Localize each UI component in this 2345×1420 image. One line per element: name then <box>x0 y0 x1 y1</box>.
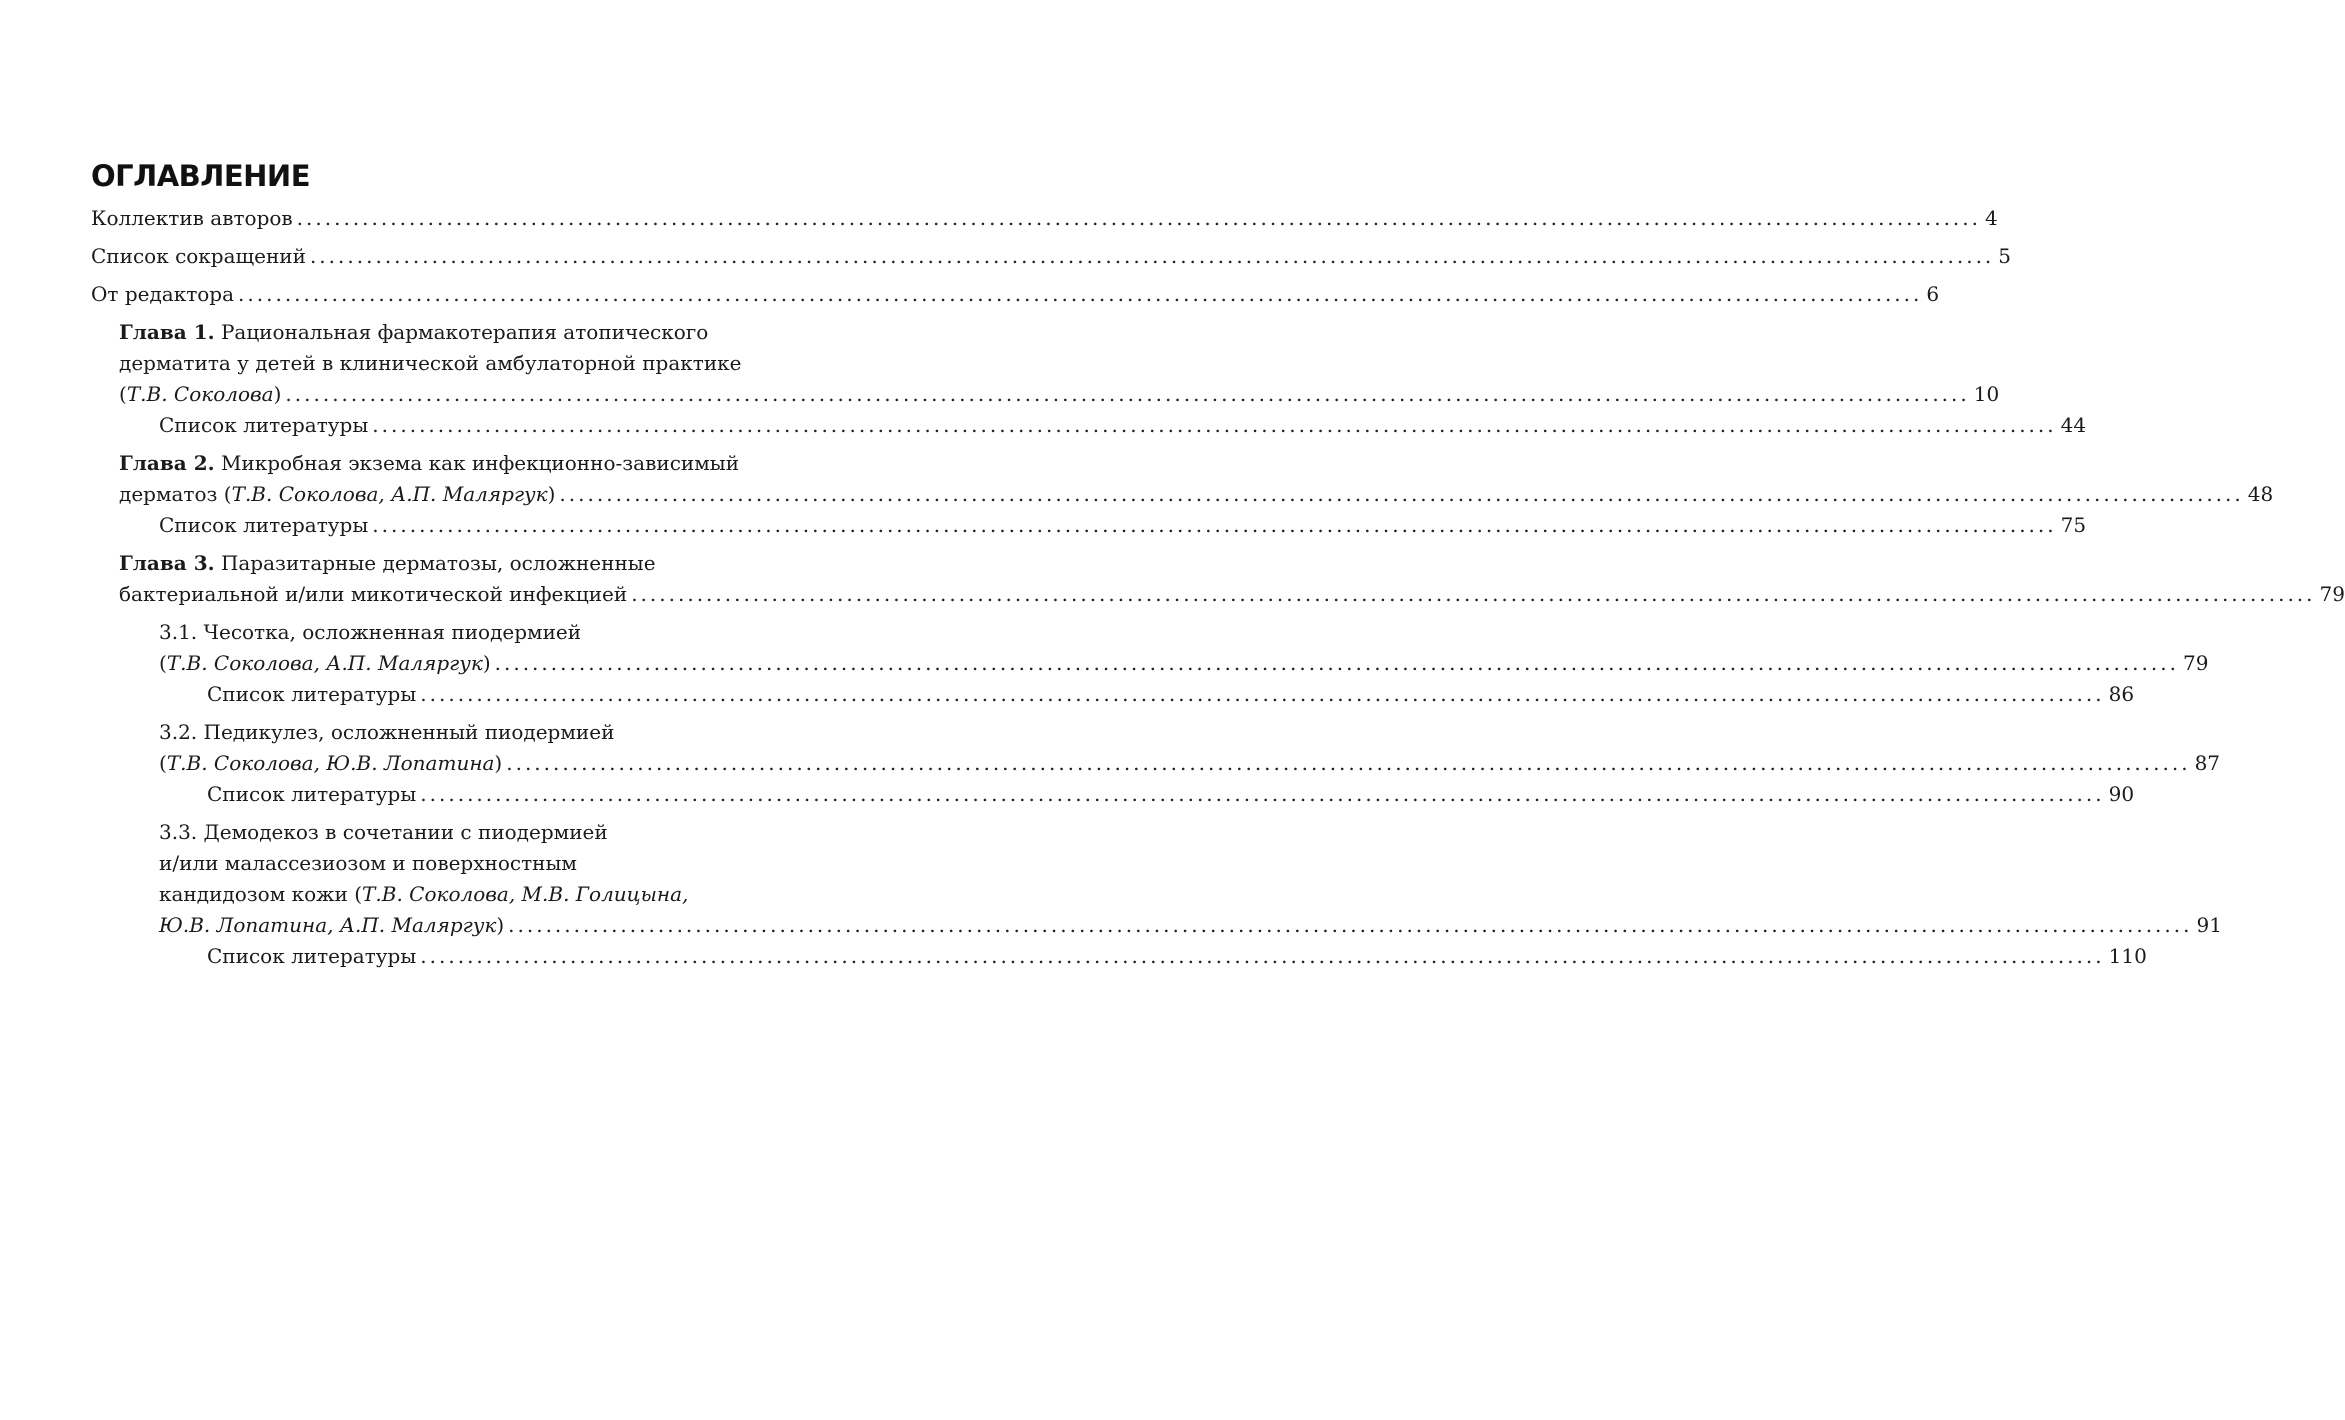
chapter-number: Глава 1. <box>119 320 215 344</box>
entry-label: Список литературы <box>207 682 417 706</box>
entry-label: Список литературы <box>207 782 417 806</box>
section-authors: Т.В. Соколова, Ю.В. Лопатина <box>166 751 495 775</box>
entry-label: От редактора <box>91 282 235 306</box>
entry-label: Список литературы <box>207 944 417 968</box>
toc-entry-section-3-1-references[interactable] <box>91 679 2135 710</box>
dot-leader: .................................................................................................................................................................................... <box>494 651 2179 675</box>
toc-entry-section-3-3[interactable]: 3.3. Демодекоз в сочетании с пиодермией и/или малассезиозом и поверхностным кандидозом кожи (Т.В. Соколова, М.В. Голицына, Ю.В. Лопатина, А.П. Маляргук) .................................................................................................................................................................................... 91 <box>91 817 909 941</box>
page-number: 86 <box>2108 682 2135 706</box>
page-number: 91 <box>2196 913 2222 937</box>
chapter-number: Глава 2. <box>119 451 215 475</box>
dot-leader: .................................................................................................................................................................................... <box>559 482 2244 506</box>
entry-label: Коллектив авторов <box>91 206 293 230</box>
chapter-authors: Т.В. Соколова, А.П. Маляргук <box>231 482 548 506</box>
entry-label: Список литературы <box>159 413 369 437</box>
section-authors: Т.В. Соколова, А.П. Маляргук <box>166 651 483 675</box>
toc-entry-chapter-3[interactable] <box>91 548 2345 610</box>
page-number: 5 <box>1998 244 2012 268</box>
dot-leader: .................................................................................................................................................................................... <box>508 913 2193 937</box>
dot-leader: .................................................................................................................................................................................... <box>309 244 1995 268</box>
section-authors: Ю.В. Лопатина, А.П. Маляргук <box>159 913 497 937</box>
entry-label: Список литературы <box>159 513 369 537</box>
toc-entry-section-3-2[interactable]: 3.2. Педикулез, осложненный пиодермией (Т.В. Соколова, Ю.В. Лопатина) .................................................................................................................................................................................... 87 <box>91 717 909 779</box>
toc-entry-chapter-1[interactable]: Глава 1. Рациональная фармакотерапия атопического дерматита у детей в клинической амбулаторной практике (Т.В. Соколова) .................................................................................................................................................................................... 10 <box>91 317 909 410</box>
page-number: 110 <box>2108 944 2147 968</box>
chapter-number: Глава 3. <box>119 551 215 575</box>
dot-leader: .................................................................................................................................................................................... <box>506 751 2191 775</box>
page-title: ОГЛАВЛЕНИЕ <box>91 159 311 193</box>
page-number: 44 <box>2060 413 2087 437</box>
page-number: 87 <box>2194 751 2221 775</box>
chapter-title-line: бактериальной и/или микотической инфекцией <box>119 582 628 606</box>
dot-leader: .................................................................................................................................................................................... <box>420 782 2105 806</box>
page-number: 4 <box>1985 206 1998 230</box>
chapter-title-line: Микробная экзема как инфекционно-зависимый <box>220 451 740 475</box>
toc-entry-chapter-2[interactable]: Глава 2. Микробная экзема как инфекционно-зависимый дерматоз (Т.В. Соколова, А.П. Маляргук) .................................................................................................................................................................................... 48 <box>91 448 909 510</box>
dot-leader: .................................................................................................................................................................................... <box>631 582 2316 606</box>
dot-leader: .................................................................................................................................................................................... <box>372 513 2057 537</box>
entry-label: Список сокращений <box>91 244 306 268</box>
toc-entry-chapter-1-references[interactable] <box>91 410 2087 441</box>
toc-entry-section-3-3-references[interactable] <box>91 941 2147 972</box>
toc-entry-section-3-1[interactable]: 3.1. Чесотка, осложненная пиодермией (Т.В. Соколова, А.П. Маляргук) .................................................................................................................................................................................... 79 <box>91 617 909 679</box>
chapter-title-line: дерматита у детей в клинической амбулаторной практике <box>119 351 742 375</box>
page-number: 6 <box>1926 282 1940 306</box>
section-title-line: 3.2. Педикулез, осложненный пиодермией <box>159 720 615 744</box>
toc-entry-section-3-2-references[interactable] <box>91 779 2135 810</box>
dot-leader: .................................................................................................................................................................................... <box>372 413 2057 437</box>
page-number: 79 <box>2319 582 2345 606</box>
chapter-title-line: Паразитарные дерматозы, осложненные <box>220 551 656 575</box>
dot-leader: .................................................................................................................................................................................... <box>420 944 2105 968</box>
page-number: 75 <box>2060 513 2087 537</box>
toc-entry-abbreviations[interactable] <box>91 241 2012 272</box>
dot-leader: .................................................................................................................................................................................... <box>285 382 1970 406</box>
table-of-contents <box>91 203 2345 972</box>
dot-leader: .................................................................................................................................................................................... <box>420 682 2105 706</box>
toc-entry-chapter-2-references[interactable] <box>91 510 2087 541</box>
section-title-line: 3.3. Демодекоз в сочетании с пиодермией <box>159 820 608 844</box>
page-number: 90 <box>2108 782 2135 806</box>
page-number: 48 <box>2247 482 2274 506</box>
page-number: 79 <box>2182 651 2209 675</box>
chapter-title-line: Рациональная фармакотерапия атопического <box>220 320 709 344</box>
section-authors: Т.В. Соколова, М.В. Голицына, <box>362 882 689 906</box>
toc-entry-authors[interactable] <box>91 203 1998 234</box>
dot-leader: .................................................................................................................................................................................... <box>238 282 1923 306</box>
toc-entry-editor[interactable] <box>91 279 1940 310</box>
section-title-line: 3.1. Чесотка, осложненная пиодермией <box>159 620 582 644</box>
dot-leader: .................................................................................................................................................................................... <box>296 206 1982 230</box>
page-number: 10 <box>1973 382 2000 406</box>
section-title-line: и/или малассезиозом и поверхностным <box>159 851 577 875</box>
chapter-authors: Т.В. Соколова <box>126 382 274 406</box>
